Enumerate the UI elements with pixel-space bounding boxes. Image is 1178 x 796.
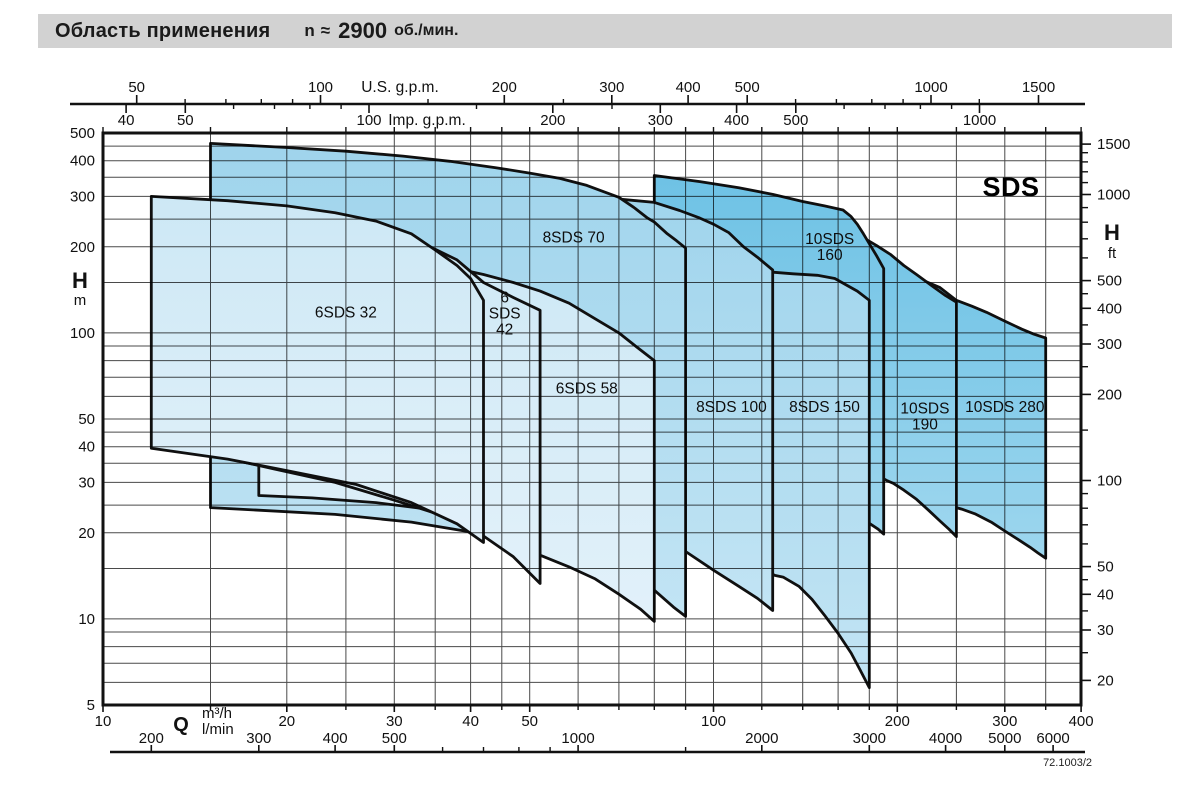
page-title: Область применения — [55, 19, 271, 42]
right-axis-unit: ft — [1107, 245, 1117, 262]
region-label-8sds-100: 8SDS 100 — [696, 399, 767, 417]
imp-gpm-axis-title: Imp. g.p.m. — [388, 112, 466, 129]
right-head-axis — [1081, 136, 1130, 689]
q-unit-lmin: l/min — [202, 721, 234, 738]
q-lmin-tick-label: 300 — [246, 730, 272, 747]
q-lmin-tick-label: 400 — [322, 730, 348, 747]
top-gpm-axis — [70, 79, 1085, 133]
region-label-6sds-42: 42 — [496, 321, 514, 339]
us-gpm-tick-label: 1500 — [1021, 79, 1056, 96]
h-ft-tick-label: 20 — [1097, 672, 1114, 690]
h-m-tick-label: 30 — [78, 474, 95, 492]
approx-symbol: ≈ — [320, 21, 331, 40]
h-ft-tick-label: 100 — [1097, 472, 1123, 490]
q-axis-letter: Q — [173, 714, 189, 736]
region-label-6sds-58: 6SDS 58 — [555, 380, 618, 398]
drawing-number: 72.1003/2 — [1043, 757, 1092, 769]
h-m-tick-label: 500 — [69, 125, 95, 142]
q-lmin-tick-label: 4000 — [928, 730, 963, 747]
h-ft-tick-label: 30 — [1097, 622, 1114, 639]
q-lmin-tick-label: 1000 — [561, 730, 595, 747]
h-m-tick-label: 100 — [69, 324, 95, 342]
q-lmin-tick-label: 3000 — [852, 730, 886, 747]
imp-gpm-tick-label: 50 — [176, 112, 194, 129]
h-m-tick-label: 5 — [86, 697, 95, 714]
imp-gpm-tick-label: 300 — [647, 112, 673, 129]
left-axis-letter: H — [72, 268, 88, 293]
q-unit-m3h: m³/h — [202, 705, 232, 722]
h-ft-tick-label: 1000 — [1097, 186, 1131, 204]
q-lmin-tick-label: 2000 — [745, 730, 779, 747]
imp-gpm-tick-label: 500 — [783, 112, 809, 129]
us-gpm-tick-label: 100 — [307, 79, 334, 96]
q-lmin-tick-label: 5000 — [988, 730, 1022, 747]
region-label-10sds-190: 190 — [911, 416, 938, 434]
left-axis-unit: m — [73, 292, 87, 309]
region-label-8sds-70: 8SDS 70 — [542, 229, 605, 247]
h-m-tick-label: 50 — [78, 411, 95, 428]
h-m-tick-label: 10 — [78, 610, 95, 628]
h-m-tick-label: 200 — [69, 238, 95, 256]
h-ft-tick-label: 200 — [1097, 386, 1123, 404]
imp-gpm-tick-label: 100 — [356, 112, 382, 129]
h-ft-tick-label: 300 — [1097, 336, 1123, 353]
speed-symbol: n — [304, 21, 315, 40]
region-label-8sds-150: 8SDS 150 — [789, 399, 860, 417]
us-gpm-tick-label: 300 — [599, 79, 625, 96]
h-m-tick-label: 40 — [78, 438, 95, 456]
region-label-10sds-160: 10SDS — [805, 230, 855, 248]
q-m3h-tick-label: 10 — [94, 713, 112, 730]
imp-gpm-tick-label: 1000 — [962, 112, 997, 129]
h-m-tick-label: 400 — [69, 152, 95, 170]
q-m3h-tick-label: 400 — [1068, 713, 1094, 730]
h-ft-tick-label: 400 — [1097, 300, 1123, 318]
q-m3h-tick-label: 50 — [521, 713, 539, 730]
region-label-6sds-42: SDS — [488, 305, 521, 323]
q-lmin-tick-label: 200 — [138, 730, 164, 747]
imp-gpm-tick-label: 40 — [117, 112, 135, 129]
region-label-10sds-160: 160 — [816, 246, 843, 264]
q-m3h-tick-label: 40 — [462, 713, 479, 730]
us-gpm-tick-label: 500 — [734, 79, 760, 96]
imp-gpm-tick-label: 200 — [540, 112, 566, 129]
region-label-10sds-190: 10SDS — [900, 400, 950, 418]
imp-gpm-tick-label: 400 — [724, 112, 750, 129]
brand-label: SDS — [982, 172, 1040, 202]
speed-unit: об./мин. — [394, 22, 459, 39]
us-gpm-tick-label: 1000 — [914, 79, 948, 96]
h-ft-tick-label: 1500 — [1097, 136, 1131, 154]
title-bar — [38, 14, 1172, 48]
right-axis-letter: H — [1104, 220, 1120, 245]
q-m3h-tick-label: 30 — [385, 713, 403, 730]
us-gpm-tick-label: 400 — [675, 79, 701, 96]
q-m3h-tick-label: 200 — [884, 713, 910, 730]
h-m-tick-label: 20 — [78, 524, 95, 542]
region-label-6sds-32: 6SDS 32 — [314, 304, 377, 322]
region-label-10sds-280: 10SDS 280 — [965, 399, 1045, 417]
h-m-tick-label: 300 — [69, 188, 95, 206]
q-m3h-tick-label: 20 — [278, 713, 296, 730]
q-lmin-tick-label: 500 — [381, 730, 407, 747]
h-ft-tick-label: 40 — [1097, 586, 1114, 604]
q-lmin-tick-label: 6000 — [1036, 730, 1070, 747]
us-gpm-axis-title: U.S. g.p.m. — [361, 79, 439, 96]
bottom-q-axis — [95, 705, 1094, 752]
q-m3h-tick-label: 100 — [700, 713, 727, 730]
us-gpm-tick-label: 50 — [128, 79, 146, 96]
left-head-axis — [70, 125, 95, 714]
q-m3h-tick-label: 300 — [992, 713, 1018, 730]
region-label-6sds-42: 6 — [500, 289, 510, 307]
h-ft-tick-label: 500 — [1097, 272, 1123, 290]
h-ft-tick-label: 50 — [1097, 558, 1114, 576]
us-gpm-tick-label: 200 — [491, 79, 517, 96]
speed-value: 2900 — [338, 18, 388, 43]
